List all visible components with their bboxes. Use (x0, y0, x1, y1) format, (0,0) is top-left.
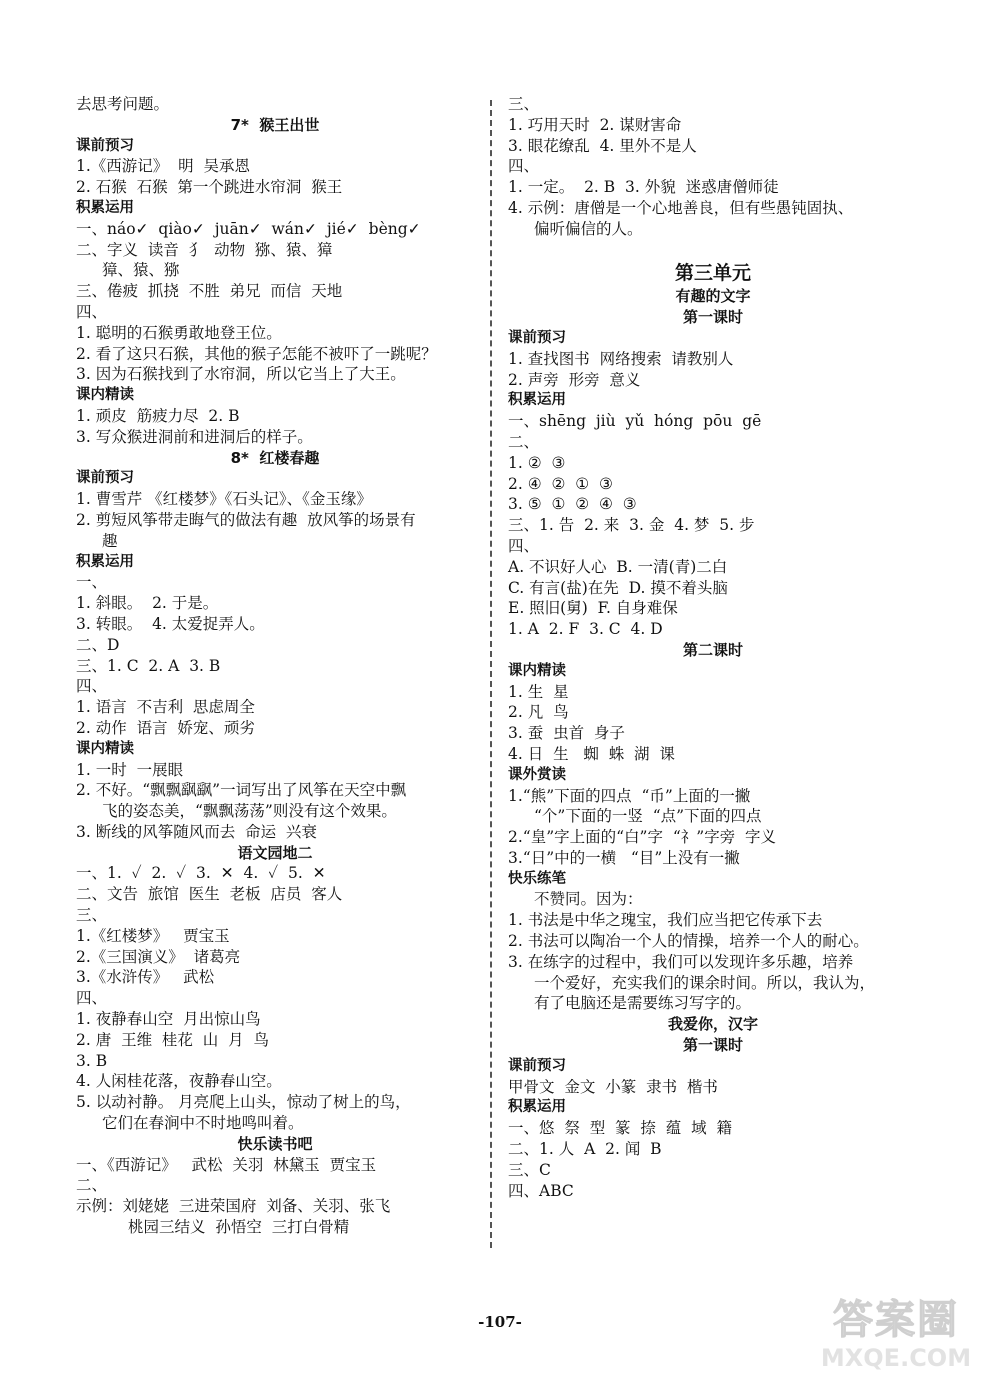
section-heading: 快乐练笔 (508, 870, 566, 887)
answer-line: 二、文告 旅馆 医生 老板 店员 客人 (76, 885, 343, 904)
answer-line: 1. 查找图书 网络搜索 请教别人 (508, 349, 734, 368)
answer-line: 1. 斜眼。 2. 于是。 (76, 594, 219, 613)
section-heading: 积累运用 (508, 1099, 566, 1116)
answer-line: 示例：刘姥姥 三进荣国府 刘备、关羽、张飞 (76, 1197, 391, 1216)
answer-line: 三、1. C 2. A 3. B (76, 656, 221, 675)
section-heading: 课外赏读 (508, 766, 566, 783)
answer-line: 一、1. ✓ 2. ✓ 3. ✕ 4. ✓ 5. ✕ (76, 864, 326, 883)
answer-line: 3.“日”中的一横 “目”上没有一撇 (508, 848, 740, 867)
answer-line: 4. 人闲桂花落，夜静春山空。 (76, 1072, 282, 1091)
answer-line: 三、倦疲 抓挠 不胜 弟兄 而信 天地 (76, 282, 343, 301)
answer-line-continued: 它们在春涧中不时地鸣叫着。 (102, 1114, 304, 1133)
answer-line-continued: 有了电脑还是需要练习写字的。 (534, 994, 752, 1013)
answer-line: 2. 剪短风筝带走晦气的做法有趣 放风筝的场景有 (76, 510, 416, 529)
section-heading: 积累运用 (508, 392, 566, 409)
answer-line: 3. 蚕 虫首 身子 (508, 724, 625, 743)
answer-line: 2. 看了这只石猴，其他的猴子怎能不被吓了一跳呢？ (76, 344, 437, 363)
answer-line: 3. B (76, 1051, 108, 1070)
answer-line: 1. 语言 不吉利 思虑周全 (76, 698, 255, 717)
answer-line: 四、 (508, 536, 540, 555)
lesson-title: 第二课时 (682, 640, 743, 659)
answer-line: 2. 石猴 石猴 第一个跳进水帘洞 猴王 (76, 178, 343, 197)
answer-line: 2.《三国演义》 诸葛亮 (76, 947, 241, 966)
answer-line: 1. 书法是中华之瑰宝，我们应当把它传承下去 (508, 911, 823, 930)
answer-line: 1.“熊”下面的四点 “币”上面的一撇 (508, 786, 751, 805)
section-heading: 课内精读 (508, 662, 566, 679)
right-column (508, 94, 918, 1201)
answer-line: 四、 (76, 989, 108, 1008)
section-heading: 课内精读 (76, 740, 134, 757)
section-heading: 课前预习 (76, 470, 134, 487)
answer-line: 三、 (76, 906, 108, 925)
left-column (76, 94, 474, 1238)
answer-line: 3. 因为石猴找到了水帘洞，所以它当上了大王。 (76, 365, 406, 384)
answer-line: 去思考问题。 (76, 95, 170, 113)
answer-line: 3. 写众猴进洞前和进洞后的样子。 (76, 427, 313, 446)
answer-line: 三、1. 告 2. 来 3. 金 4. 梦 5. 步 (508, 516, 755, 535)
watermark-url: MXQE.COM (820, 1344, 972, 1372)
answer-line: 一、náo✓ qiào✓ juān✓ wán✓ jié✓ bèng✓ (76, 219, 421, 238)
column-divider (490, 100, 492, 1248)
answer-line: 二、字义 读音 犭 动物 猕、猿、獐 (76, 240, 333, 259)
answer-line: 二、D (76, 635, 120, 654)
answer-line-continued: “个”下面的一竖 “点”下面的四点 (534, 807, 762, 826)
watermark-logo (816, 1296, 976, 1382)
answer-line: 1. 一时 一展眼 (76, 760, 184, 779)
page-number: -107- (478, 1313, 522, 1331)
answer-line-continued: 桃园三结义 孙悟空 三打白骨精 (128, 1218, 350, 1237)
unit-title: 第三单元 (674, 262, 751, 285)
answer-line: 3. 在练字的过程中，我们可以发现许多乐趣，培养 (508, 952, 854, 971)
answer-line: 1. 顽皮 筋疲力尽 2. B (76, 406, 240, 425)
answer-line: E. 照旧(舅) F. 自身难保 (508, 599, 678, 618)
answer-line: 1.《红楼梦》 贾宝玉 (76, 926, 230, 945)
answer-line: C. 有言(盐)在先 D. 摸不着头脑 (508, 578, 728, 597)
answer-line: 三、C (508, 1160, 551, 1179)
watermark-text: 答案圈 (833, 1297, 959, 1343)
answer-line: 1. 聪明的石猴勇敢地登王位。 (76, 323, 282, 342)
answer-line-continued: 偏听偏信的人。 (534, 219, 643, 238)
section-heading: 课前预习 (76, 137, 134, 154)
answer-line: 3. 眼花缭乱 4. 里外不是人 (508, 136, 697, 155)
answer-line: 一、shēng jiù yǔ hóng pōu gē (508, 412, 762, 431)
answer-line-continued: 獐、猿、猕 (102, 261, 180, 280)
answer-line: 3. 转眼。 4. 太爱捉弄人。 (76, 614, 265, 633)
section-heading: 积累运用 (76, 199, 134, 216)
answer-line: 1. 一定。 2. B 3. 外貌 迷惑唐僧师徒 (508, 178, 779, 197)
lesson-title: 有趣的文字 (675, 287, 751, 306)
lesson-title: 第一课时 (682, 308, 743, 327)
answer-line: A. 不识好人心 B. 一清(青)二白 (508, 557, 728, 576)
answer-line: 一、 (76, 573, 108, 592)
answer-line: 二、 (76, 1176, 108, 1195)
lesson-title: 快乐读书吧 (237, 1134, 313, 1153)
answer-line: 2.“皇”字上面的“白”字 “礻”字旁 字义 (508, 828, 777, 847)
answer-line: 3. 断线的风筝随风而去 命运 兴衰 (76, 822, 317, 841)
section-heading: 课前预习 (508, 329, 566, 346)
answer-line: 1. 生 星 (508, 682, 569, 701)
section-heading: 课内精读 (76, 387, 134, 404)
answer-line: 2. 唐 王维 桂花 山 月 鸟 (76, 1030, 269, 1049)
section-heading: 课前预习 (508, 1057, 566, 1074)
answer-line: 四、 (508, 157, 540, 176)
lesson-title: 第一课时 (682, 1036, 743, 1055)
lesson-title: 8* 红楼春趣 (230, 448, 320, 467)
answer-line: 一、悠 祭 型 篆 捺 蕴 域 籍 (508, 1119, 732, 1138)
answer-line: 4. 日 生 蜘 蛛 湖 课 (508, 744, 675, 763)
answer-line-continued: 飞的姿态美，“飘飘荡荡”则没有这个效果。 (102, 802, 397, 821)
answer-line: 四、 (76, 677, 108, 696)
lesson-title: 7* 猴王出世 (230, 115, 320, 134)
answer-line: 四、ABC (508, 1181, 574, 1200)
answer-line: 2. 凡 鸟 (508, 703, 569, 722)
answer-line: 1. 曹雪芹 《红楼梦》《石头记》、《金玉缘》 (76, 490, 372, 509)
answer-line: 5. 以动衬静。 月亮爬上山头，惊动了树上的鸟， (76, 1093, 411, 1112)
section-heading: 积累运用 (76, 553, 134, 570)
answer-line: 三、 (508, 95, 540, 113)
answer-line: 1.《西游记》 明 吴承恩 (76, 157, 250, 176)
answer-line: 3.《水浒传》 武松 (76, 968, 215, 987)
answer-line: 二、1. 人 A 2. 闻 B (508, 1140, 662, 1159)
answer-line: 四、 (76, 302, 108, 321)
answer-line: 1. A 2. F 3. C 4. D (508, 620, 663, 639)
answer-line: 3. ⑤ ① ② ④ ③ (508, 495, 637, 514)
answer-line-continued: 趣 (102, 531, 118, 550)
answer-line: 二、 (508, 432, 540, 451)
answer-line-continued: 不赞同。因为： (534, 890, 643, 909)
answer-line: 2. ④ ② ① ③ (508, 474, 613, 493)
answer-line: 2. 动作 语言 娇宠、顽劣 (76, 718, 255, 737)
lesson-title: 语文园地二 (237, 843, 313, 862)
answer-line: 一、《西游记》 武松 关羽 林黛玉 贾宝玉 (76, 1155, 377, 1174)
spacer (508, 240, 918, 261)
answer-line: 2. 书法可以陶冶一个人的情操，培养一个人的耐心。 (508, 932, 869, 951)
answer-line: 甲骨文 金文 小篆 隶书 楷书 (508, 1077, 718, 1096)
answer-line: 4. 示例：唐僧是一个心地善良，但有些愚钝固执、 (508, 198, 854, 217)
answer-line: 2. 不好。“飘飘飖飖”一词写出了风筝在天空中飘 (76, 781, 407, 800)
answer-line: 2. 声旁 形旁 意义 (508, 370, 641, 389)
lesson-title: 我爱你，汉字 (667, 1015, 758, 1034)
answer-line: 1. 夜静春山空 月出惊山鸟 (76, 1010, 261, 1029)
answer-line-continued: 一个爱好，充实我们的课余时间。所以，我认为， (534, 973, 876, 992)
answer-line: 1. 巧用天时 2. 谋财害命 (508, 115, 682, 134)
answer-line: 1. ② ③ (508, 453, 566, 472)
